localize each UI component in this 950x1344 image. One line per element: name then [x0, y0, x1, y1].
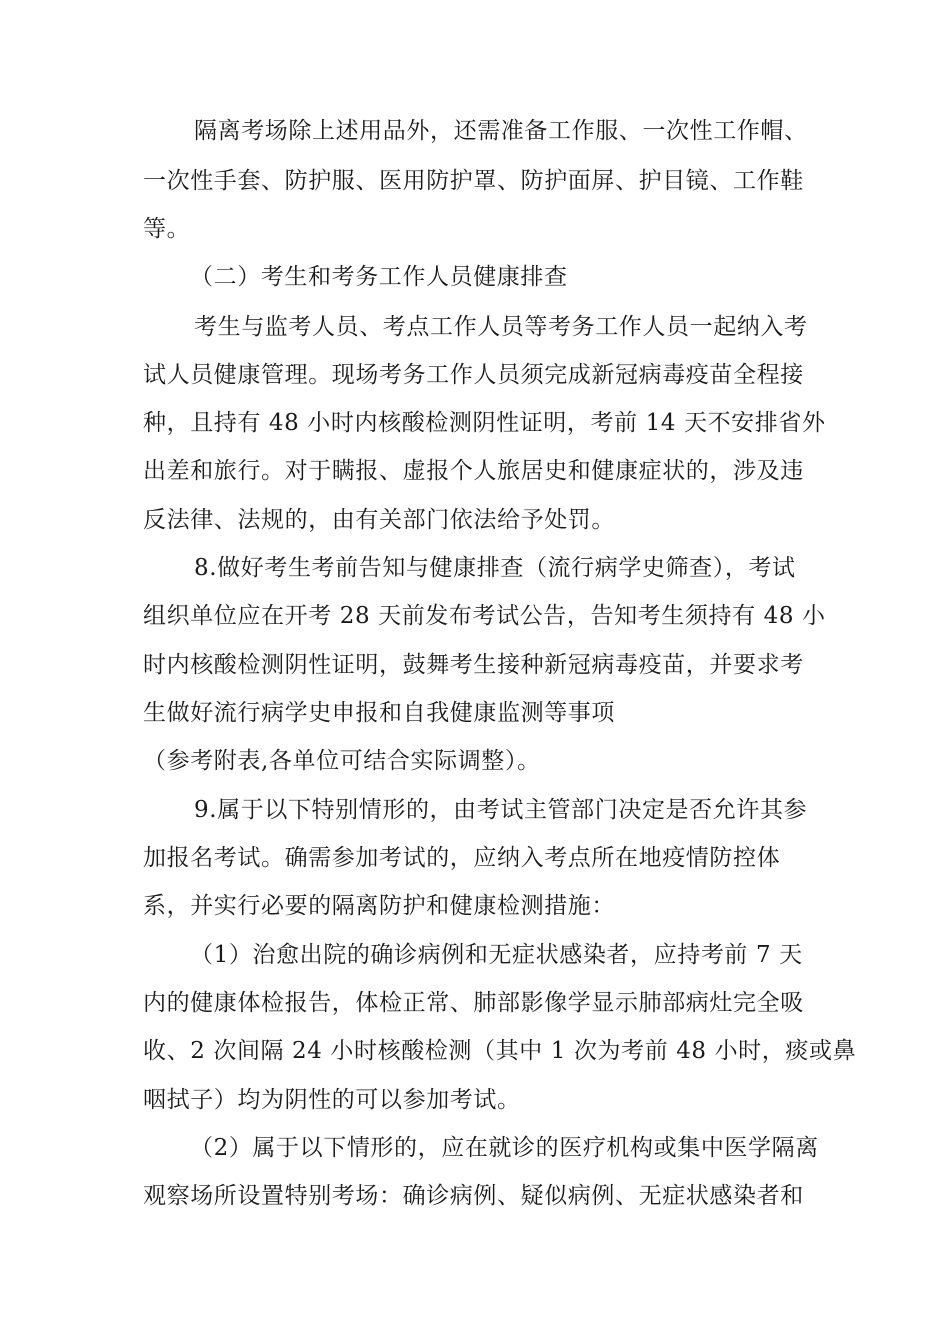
paragraph-line: 考生与监考人员、考点工作人员等考务工作人员一起纳入考	[194, 314, 808, 340]
paragraph-line: 出差和旅行。对于瞒报、虚报个人旅居史和健康症状的，涉及违	[143, 458, 804, 484]
paragraph-line: 反法律、法规的，由有关部门依法给予处罚。	[143, 507, 615, 533]
paragraph-line: 观察场所设置特别考场：确诊病例、疑似病例、无症状感染者和	[143, 1183, 804, 1209]
paragraph-line: 收、2 次间隔 24 小时核酸检测（其中 1 次为考前 48 小时，痰或鼻	[143, 1038, 857, 1064]
paragraph-line: 等。	[143, 216, 191, 242]
paragraph-line: 加报名考试。确需参加考试的，应纳入考点所在地疫情防控体	[143, 845, 781, 871]
section-heading: （二）考生和考务工作人员健康排查	[190, 264, 568, 290]
paragraph-line: 组织单位应在开考 28 天前发布考试公告，告知考生须持有 48 小	[143, 603, 826, 629]
paragraph-line: 咽拭子）均为阴性的可以参加考试。	[143, 1087, 521, 1113]
paragraph-line: 时内核酸检测阴性证明，鼓舞考生接种新冠病毒疫苗，并要求考	[143, 652, 804, 678]
paragraph-line: 8.做好考生考前告知与健康排查（流行病学史筛查），考试	[194, 555, 796, 581]
paragraph-line: 种，且持有 48 小时内核酸检测阴性证明，考前 14 天不安排省外	[143, 410, 826, 436]
paragraph-line: （参考附表,各单位可结合实际调整）。	[143, 748, 541, 774]
paragraph-line: 系，并实行必要的隔离防护和健康检测措施：	[143, 893, 615, 919]
paragraph-line: 生做好流行病学史申报和自我健康监测等事项	[143, 700, 615, 726]
paragraph-line: 试人员健康管理。现场考务工作人员须完成新冠病毒疫苗全程接	[143, 362, 804, 388]
paragraph-line: （2）属于以下情形的，应在就诊的医疗机构或集中医学隔离	[190, 1135, 819, 1161]
paragraph-line: 一次性手套、防护服、医用防护罩、防护面屏、护目镜、工作鞋	[143, 168, 804, 194]
paragraph-line: （1）治愈出院的确诊病例和无症状感染者，应持考前 7 天	[190, 942, 803, 968]
paragraph-line: 9.属于以下特别情形的，由考试主管部门决定是否允许其参	[194, 797, 808, 823]
paragraph-line: 内的健康体检报告，体检正常、肺部影像学显示肺部病灶完全吸	[143, 990, 804, 1016]
paragraph-line: 隔离考场除上述用品外，还需准备工作服、一次性工作帽、	[194, 118, 808, 144]
